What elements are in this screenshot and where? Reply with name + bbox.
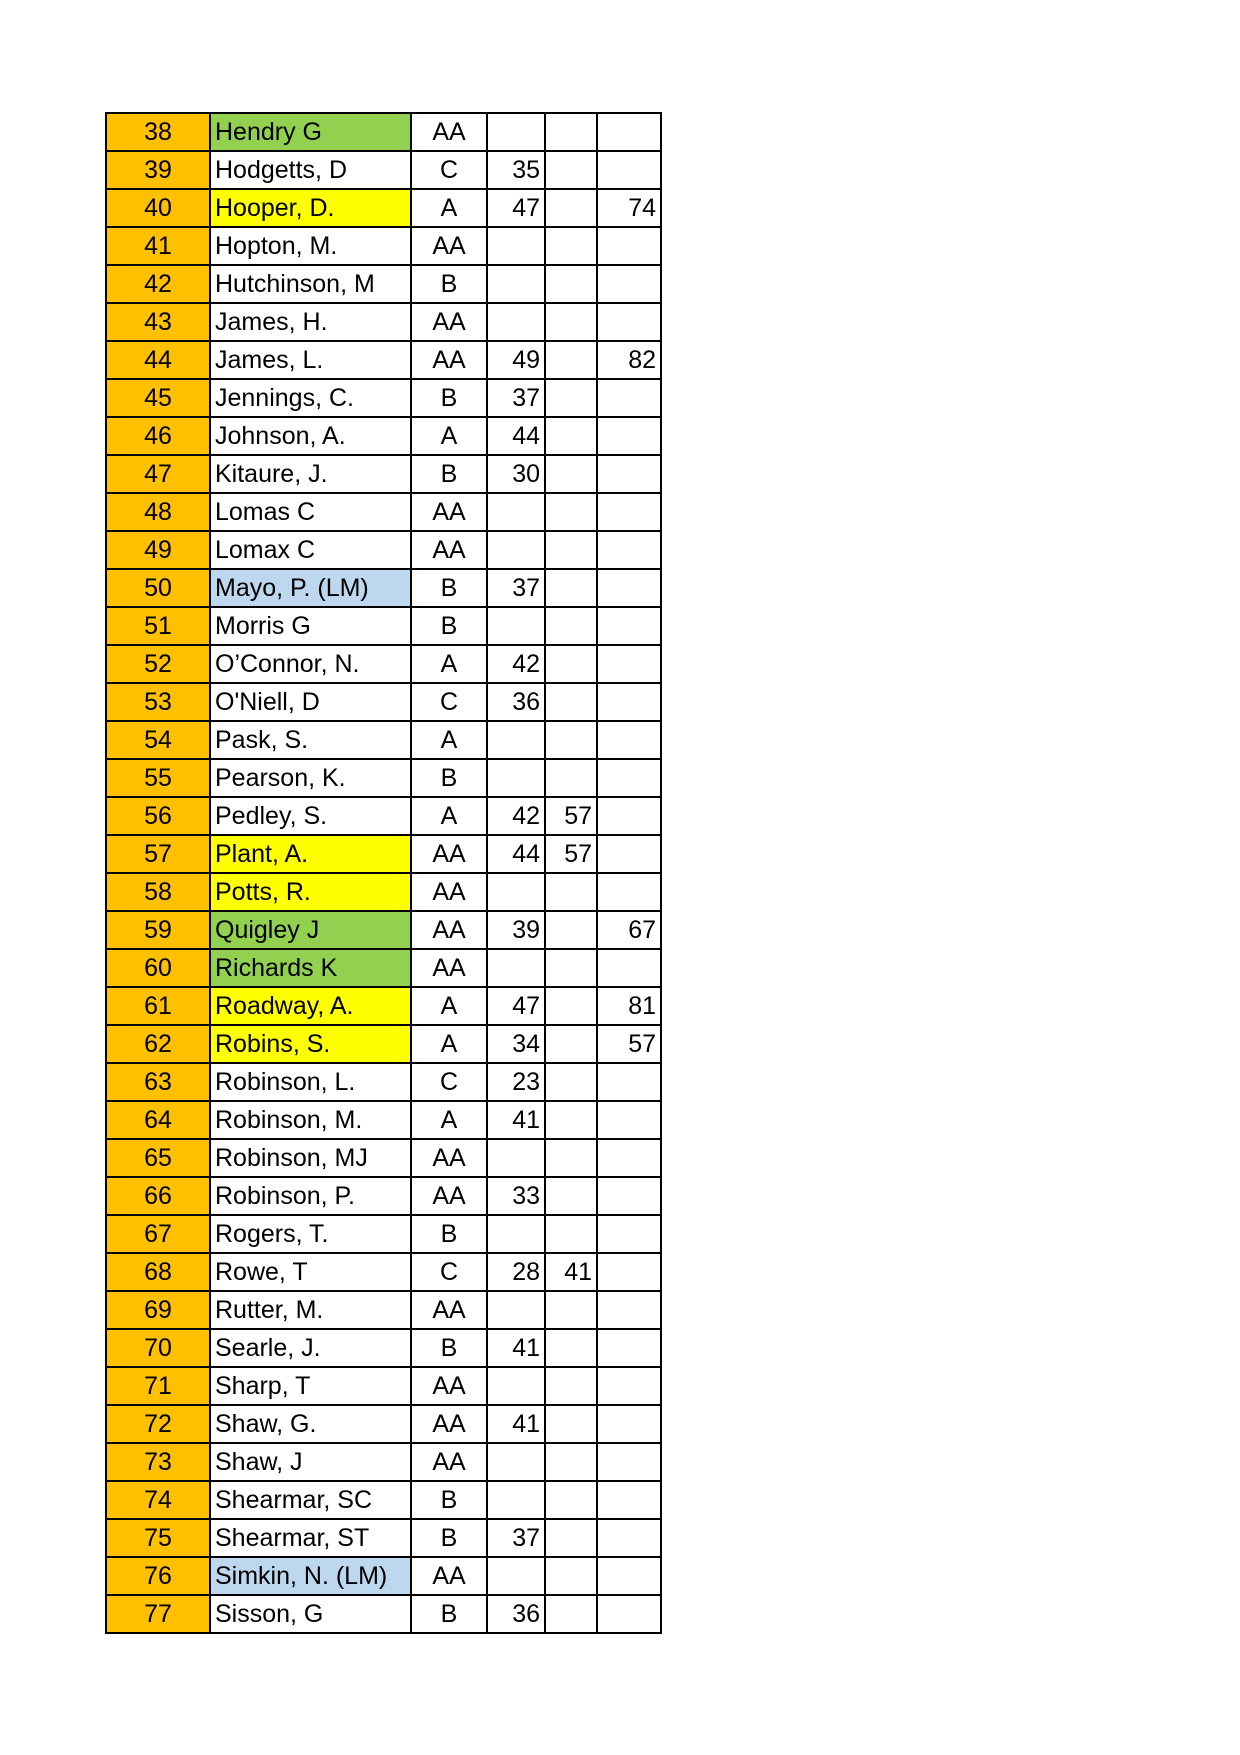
score-1-cell xyxy=(487,493,545,531)
table-row xyxy=(106,1139,661,1177)
member-number-cell: 62 xyxy=(106,1025,210,1063)
member-name-cell: Hopton, M. xyxy=(210,227,411,265)
member-table xyxy=(105,112,662,1634)
score-1-cell: 47 xyxy=(487,189,545,227)
member-name-cell: Pask, S. xyxy=(210,721,411,759)
score-2-cell xyxy=(545,379,597,417)
score-2-cell xyxy=(545,1405,597,1443)
score-1-cell: 33 xyxy=(487,1177,545,1215)
score-3-cell xyxy=(597,797,661,835)
score-2-cell xyxy=(545,1291,597,1329)
member-number-cell: 71 xyxy=(106,1367,210,1405)
member-name-cell: Robinson, L. xyxy=(210,1063,411,1101)
member-number-cell: 42 xyxy=(106,265,210,303)
grade-cell: AA xyxy=(411,303,487,341)
table-row xyxy=(106,379,661,417)
member-number-cell: 41 xyxy=(106,227,210,265)
table-row xyxy=(106,1291,661,1329)
table-row xyxy=(106,1063,661,1101)
member-name-cell: Quigley J xyxy=(210,911,411,949)
score-3-cell xyxy=(597,569,661,607)
member-name-cell: Shearmar, SC xyxy=(210,1481,411,1519)
member-number-cell: 39 xyxy=(106,151,210,189)
score-3-cell xyxy=(597,873,661,911)
score-2-cell xyxy=(545,759,597,797)
score-1-cell: 37 xyxy=(487,1519,545,1557)
member-name-cell: Kitaure, J. xyxy=(210,455,411,493)
score-3-cell xyxy=(597,303,661,341)
score-1-cell: 41 xyxy=(487,1405,545,1443)
score-3-cell xyxy=(597,1595,661,1633)
member-number-cell: 52 xyxy=(106,645,210,683)
grade-cell: B xyxy=(411,1329,487,1367)
member-number-cell: 60 xyxy=(106,949,210,987)
score-3-cell xyxy=(597,759,661,797)
score-1-cell xyxy=(487,1443,545,1481)
grade-cell: B xyxy=(411,759,487,797)
score-1-cell xyxy=(487,265,545,303)
grade-cell: A xyxy=(411,645,487,683)
member-number-cell: 38 xyxy=(106,113,210,151)
member-name-cell: James, L. xyxy=(210,341,411,379)
table-row xyxy=(106,1215,661,1253)
table-row xyxy=(106,113,661,151)
grade-cell: A xyxy=(411,721,487,759)
score-3-cell xyxy=(597,1139,661,1177)
score-3-cell: 82 xyxy=(597,341,661,379)
grade-cell: AA xyxy=(411,1139,487,1177)
member-name-cell: Rutter, M. xyxy=(210,1291,411,1329)
member-number-cell: 53 xyxy=(106,683,210,721)
score-1-cell xyxy=(487,759,545,797)
grade-cell: AA xyxy=(411,1405,487,1443)
member-table-body xyxy=(106,113,661,1633)
member-name-cell: Sharp, T xyxy=(210,1367,411,1405)
member-name-cell: Lomax C xyxy=(210,531,411,569)
grade-cell: AA xyxy=(411,341,487,379)
member-name-cell: Hodgetts, D xyxy=(210,151,411,189)
grade-cell: AA xyxy=(411,1367,487,1405)
member-number-cell: 69 xyxy=(106,1291,210,1329)
member-name-cell: Hutchinson, M xyxy=(210,265,411,303)
score-2-cell xyxy=(545,265,597,303)
score-3-cell: 81 xyxy=(597,987,661,1025)
score-2-cell xyxy=(545,417,597,455)
table-row xyxy=(106,1595,661,1633)
member-name-cell: Jennings, C. xyxy=(210,379,411,417)
table-row xyxy=(106,227,661,265)
grade-cell: B xyxy=(411,455,487,493)
score-3-cell xyxy=(597,1481,661,1519)
score-1-cell xyxy=(487,303,545,341)
member-number-cell: 67 xyxy=(106,1215,210,1253)
member-name-cell: Robinson, M. xyxy=(210,1101,411,1139)
score-1-cell xyxy=(487,1215,545,1253)
grade-cell: A xyxy=(411,189,487,227)
table-row xyxy=(106,759,661,797)
score-2-cell xyxy=(545,1215,597,1253)
score-2-cell xyxy=(545,873,597,911)
table-row xyxy=(106,911,661,949)
score-3-cell xyxy=(597,1215,661,1253)
table-row xyxy=(106,1443,661,1481)
score-3-cell xyxy=(597,1557,661,1595)
grade-cell: AA xyxy=(411,1443,487,1481)
grade-cell: A xyxy=(411,1025,487,1063)
member-name-cell: Robins, S. xyxy=(210,1025,411,1063)
score-3-cell: 74 xyxy=(597,189,661,227)
score-2-cell xyxy=(545,569,597,607)
score-2-cell xyxy=(545,645,597,683)
score-2-cell xyxy=(545,1329,597,1367)
score-2-cell xyxy=(545,113,597,151)
member-name-cell: Hooper, D. xyxy=(210,189,411,227)
score-2-cell xyxy=(545,531,597,569)
grade-cell: B xyxy=(411,1481,487,1519)
score-3-cell: 57 xyxy=(597,1025,661,1063)
score-1-cell: 30 xyxy=(487,455,545,493)
member-number-cell: 43 xyxy=(106,303,210,341)
score-1-cell xyxy=(487,721,545,759)
score-1-cell: 35 xyxy=(487,151,545,189)
score-3-cell xyxy=(597,645,661,683)
score-2-cell xyxy=(545,1443,597,1481)
score-1-cell: 37 xyxy=(487,379,545,417)
score-1-cell: 34 xyxy=(487,1025,545,1063)
grade-cell: A xyxy=(411,987,487,1025)
table-row xyxy=(106,835,661,873)
grade-cell: AA xyxy=(411,227,487,265)
table-row xyxy=(106,531,661,569)
score-1-cell: 47 xyxy=(487,987,545,1025)
member-number-cell: 47 xyxy=(106,455,210,493)
score-3-cell xyxy=(597,379,661,417)
member-number-cell: 70 xyxy=(106,1329,210,1367)
table-row xyxy=(106,987,661,1025)
grade-cell: AA xyxy=(411,531,487,569)
score-1-cell: 37 xyxy=(487,569,545,607)
member-name-cell: Shaw, G. xyxy=(210,1405,411,1443)
member-number-cell: 74 xyxy=(106,1481,210,1519)
score-3-cell xyxy=(597,1443,661,1481)
score-1-cell xyxy=(487,1481,545,1519)
member-number-cell: 65 xyxy=(106,1139,210,1177)
member-number-cell: 49 xyxy=(106,531,210,569)
member-name-cell: James, H. xyxy=(210,303,411,341)
score-1-cell xyxy=(487,873,545,911)
member-number-cell: 48 xyxy=(106,493,210,531)
member-name-cell: Pearson, K. xyxy=(210,759,411,797)
grade-cell: B xyxy=(411,1595,487,1633)
table-row xyxy=(106,417,661,455)
grade-cell: A xyxy=(411,417,487,455)
score-2-cell xyxy=(545,1595,597,1633)
score-3-cell xyxy=(597,493,661,531)
score-1-cell: 44 xyxy=(487,417,545,455)
member-number-cell: 76 xyxy=(106,1557,210,1595)
table-row xyxy=(106,1025,661,1063)
table-row xyxy=(106,1367,661,1405)
member-number-cell: 72 xyxy=(106,1405,210,1443)
grade-cell: C xyxy=(411,1253,487,1291)
member-number-cell: 46 xyxy=(106,417,210,455)
member-name-cell: Shaw, J xyxy=(210,1443,411,1481)
score-3-cell xyxy=(597,949,661,987)
score-3-cell xyxy=(597,683,661,721)
grade-cell: C xyxy=(411,683,487,721)
table-row xyxy=(106,265,661,303)
score-1-cell: 36 xyxy=(487,1595,545,1633)
grade-cell: B xyxy=(411,607,487,645)
score-1-cell: 41 xyxy=(487,1329,545,1367)
grade-cell: C xyxy=(411,151,487,189)
table-row xyxy=(106,569,661,607)
member-name-cell: Morris G xyxy=(210,607,411,645)
member-number-cell: 51 xyxy=(106,607,210,645)
member-number-cell: 66 xyxy=(106,1177,210,1215)
member-name-cell: Searle, J. xyxy=(210,1329,411,1367)
score-2-cell xyxy=(545,1063,597,1101)
grade-cell: AA xyxy=(411,113,487,151)
score-2-cell xyxy=(545,151,597,189)
grade-cell: AA xyxy=(411,873,487,911)
table-row xyxy=(106,949,661,987)
member-name-cell: O'Niell, D xyxy=(210,683,411,721)
table-row xyxy=(106,1481,661,1519)
member-name-cell: Potts, R. xyxy=(210,873,411,911)
score-2-cell xyxy=(545,911,597,949)
score-1-cell xyxy=(487,531,545,569)
score-2-cell xyxy=(545,683,597,721)
table-row xyxy=(106,683,661,721)
member-name-cell: Plant, A. xyxy=(210,835,411,873)
member-number-cell: 45 xyxy=(106,379,210,417)
score-3-cell xyxy=(597,721,661,759)
member-number-cell: 44 xyxy=(106,341,210,379)
grade-cell: AA xyxy=(411,1291,487,1329)
score-2-cell xyxy=(545,1101,597,1139)
grade-cell: B xyxy=(411,1215,487,1253)
table-row xyxy=(106,1177,661,1215)
table-row xyxy=(106,189,661,227)
grade-cell: AA xyxy=(411,949,487,987)
member-number-cell: 77 xyxy=(106,1595,210,1633)
score-3-cell: 67 xyxy=(597,911,661,949)
grade-cell: B xyxy=(411,569,487,607)
score-1-cell: 39 xyxy=(487,911,545,949)
member-name-cell: Richards K xyxy=(210,949,411,987)
table-row xyxy=(106,1557,661,1595)
score-2-cell xyxy=(545,189,597,227)
table-row xyxy=(106,645,661,683)
score-2-cell xyxy=(545,721,597,759)
table-row xyxy=(106,1519,661,1557)
member-name-cell: Lomas C xyxy=(210,493,411,531)
grade-cell: AA xyxy=(411,835,487,873)
score-2-cell xyxy=(545,303,597,341)
score-3-cell xyxy=(597,1253,661,1291)
score-2-cell xyxy=(545,1481,597,1519)
score-3-cell xyxy=(597,1405,661,1443)
score-3-cell xyxy=(597,1329,661,1367)
member-number-cell: 54 xyxy=(106,721,210,759)
score-2-cell xyxy=(545,1557,597,1595)
member-number-cell: 59 xyxy=(106,911,210,949)
score-1-cell: 36 xyxy=(487,683,545,721)
table-row xyxy=(106,493,661,531)
score-2-cell: 41 xyxy=(545,1253,597,1291)
score-2-cell xyxy=(545,341,597,379)
score-2-cell xyxy=(545,1519,597,1557)
grade-cell: B xyxy=(411,379,487,417)
score-3-cell xyxy=(597,1291,661,1329)
score-3-cell xyxy=(597,1367,661,1405)
grade-cell: A xyxy=(411,1101,487,1139)
score-3-cell xyxy=(597,417,661,455)
score-1-cell xyxy=(487,1139,545,1177)
grade-cell: B xyxy=(411,1519,487,1557)
score-1-cell xyxy=(487,1557,545,1595)
score-3-cell xyxy=(597,531,661,569)
table-row xyxy=(106,455,661,493)
score-1-cell xyxy=(487,113,545,151)
member-number-cell: 75 xyxy=(106,1519,210,1557)
score-2-cell xyxy=(545,227,597,265)
table-row xyxy=(106,1405,661,1443)
member-number-cell: 73 xyxy=(106,1443,210,1481)
score-2-cell xyxy=(545,1177,597,1215)
member-name-cell: Johnson, A. xyxy=(210,417,411,455)
table-row xyxy=(106,607,661,645)
member-name-cell: Mayo, P. (LM) xyxy=(210,569,411,607)
grade-cell: AA xyxy=(411,1557,487,1595)
member-name-cell: Rowe, T xyxy=(210,1253,411,1291)
score-1-cell xyxy=(487,607,545,645)
score-1-cell xyxy=(487,1291,545,1329)
grade-cell: AA xyxy=(411,911,487,949)
member-name-cell: Sisson, G xyxy=(210,1595,411,1633)
score-2-cell xyxy=(545,607,597,645)
score-3-cell xyxy=(597,227,661,265)
table-row xyxy=(106,873,661,911)
score-3-cell xyxy=(597,265,661,303)
member-number-cell: 64 xyxy=(106,1101,210,1139)
member-name-cell: Pedley, S. xyxy=(210,797,411,835)
table-row xyxy=(106,1101,661,1139)
score-3-cell xyxy=(597,1101,661,1139)
score-1-cell: 42 xyxy=(487,645,545,683)
score-2-cell xyxy=(545,949,597,987)
score-2-cell xyxy=(545,1367,597,1405)
score-3-cell xyxy=(597,607,661,645)
member-number-cell: 50 xyxy=(106,569,210,607)
table-row xyxy=(106,1329,661,1367)
table-row xyxy=(106,1253,661,1291)
score-3-cell xyxy=(597,835,661,873)
score-2-cell xyxy=(545,1025,597,1063)
score-1-cell: 49 xyxy=(487,341,545,379)
member-number-cell: 63 xyxy=(106,1063,210,1101)
score-2-cell: 57 xyxy=(545,835,597,873)
score-1-cell xyxy=(487,1367,545,1405)
score-1-cell xyxy=(487,227,545,265)
grade-cell: C xyxy=(411,1063,487,1101)
score-1-cell: 42 xyxy=(487,797,545,835)
score-3-cell xyxy=(597,1519,661,1557)
grade-cell: AA xyxy=(411,1177,487,1215)
score-3-cell xyxy=(597,151,661,189)
score-3-cell xyxy=(597,113,661,151)
table-row xyxy=(106,151,661,189)
score-2-cell xyxy=(545,1139,597,1177)
table-row xyxy=(106,721,661,759)
score-2-cell xyxy=(545,987,597,1025)
score-3-cell xyxy=(597,455,661,493)
score-1-cell xyxy=(487,949,545,987)
member-number-cell: 56 xyxy=(106,797,210,835)
score-3-cell xyxy=(597,1177,661,1215)
member-name-cell: Robinson, P. xyxy=(210,1177,411,1215)
member-name-cell: Simkin, N. (LM) xyxy=(210,1557,411,1595)
score-3-cell xyxy=(597,1063,661,1101)
member-number-cell: 58 xyxy=(106,873,210,911)
score-1-cell: 44 xyxy=(487,835,545,873)
table-row xyxy=(106,303,661,341)
member-number-cell: 68 xyxy=(106,1253,210,1291)
table-row xyxy=(106,797,661,835)
member-number-cell: 55 xyxy=(106,759,210,797)
member-name-cell: Rogers, T. xyxy=(210,1215,411,1253)
member-name-cell: O’Connor, N. xyxy=(210,645,411,683)
table-row xyxy=(106,341,661,379)
score-2-cell xyxy=(545,493,597,531)
member-number-cell: 40 xyxy=(106,189,210,227)
score-1-cell: 28 xyxy=(487,1253,545,1291)
score-2-cell: 57 xyxy=(545,797,597,835)
grade-cell: B xyxy=(411,265,487,303)
member-name-cell: Robinson, MJ xyxy=(210,1139,411,1177)
score-1-cell: 41 xyxy=(487,1101,545,1139)
member-name-cell: Hendry G xyxy=(210,113,411,151)
member-name-cell: Roadway, A. xyxy=(210,987,411,1025)
member-number-cell: 57 xyxy=(106,835,210,873)
grade-cell: AA xyxy=(411,493,487,531)
grade-cell: A xyxy=(411,797,487,835)
member-name-cell: Shearmar, ST xyxy=(210,1519,411,1557)
score-1-cell: 23 xyxy=(487,1063,545,1101)
member-number-cell: 61 xyxy=(106,987,210,1025)
score-2-cell xyxy=(545,455,597,493)
